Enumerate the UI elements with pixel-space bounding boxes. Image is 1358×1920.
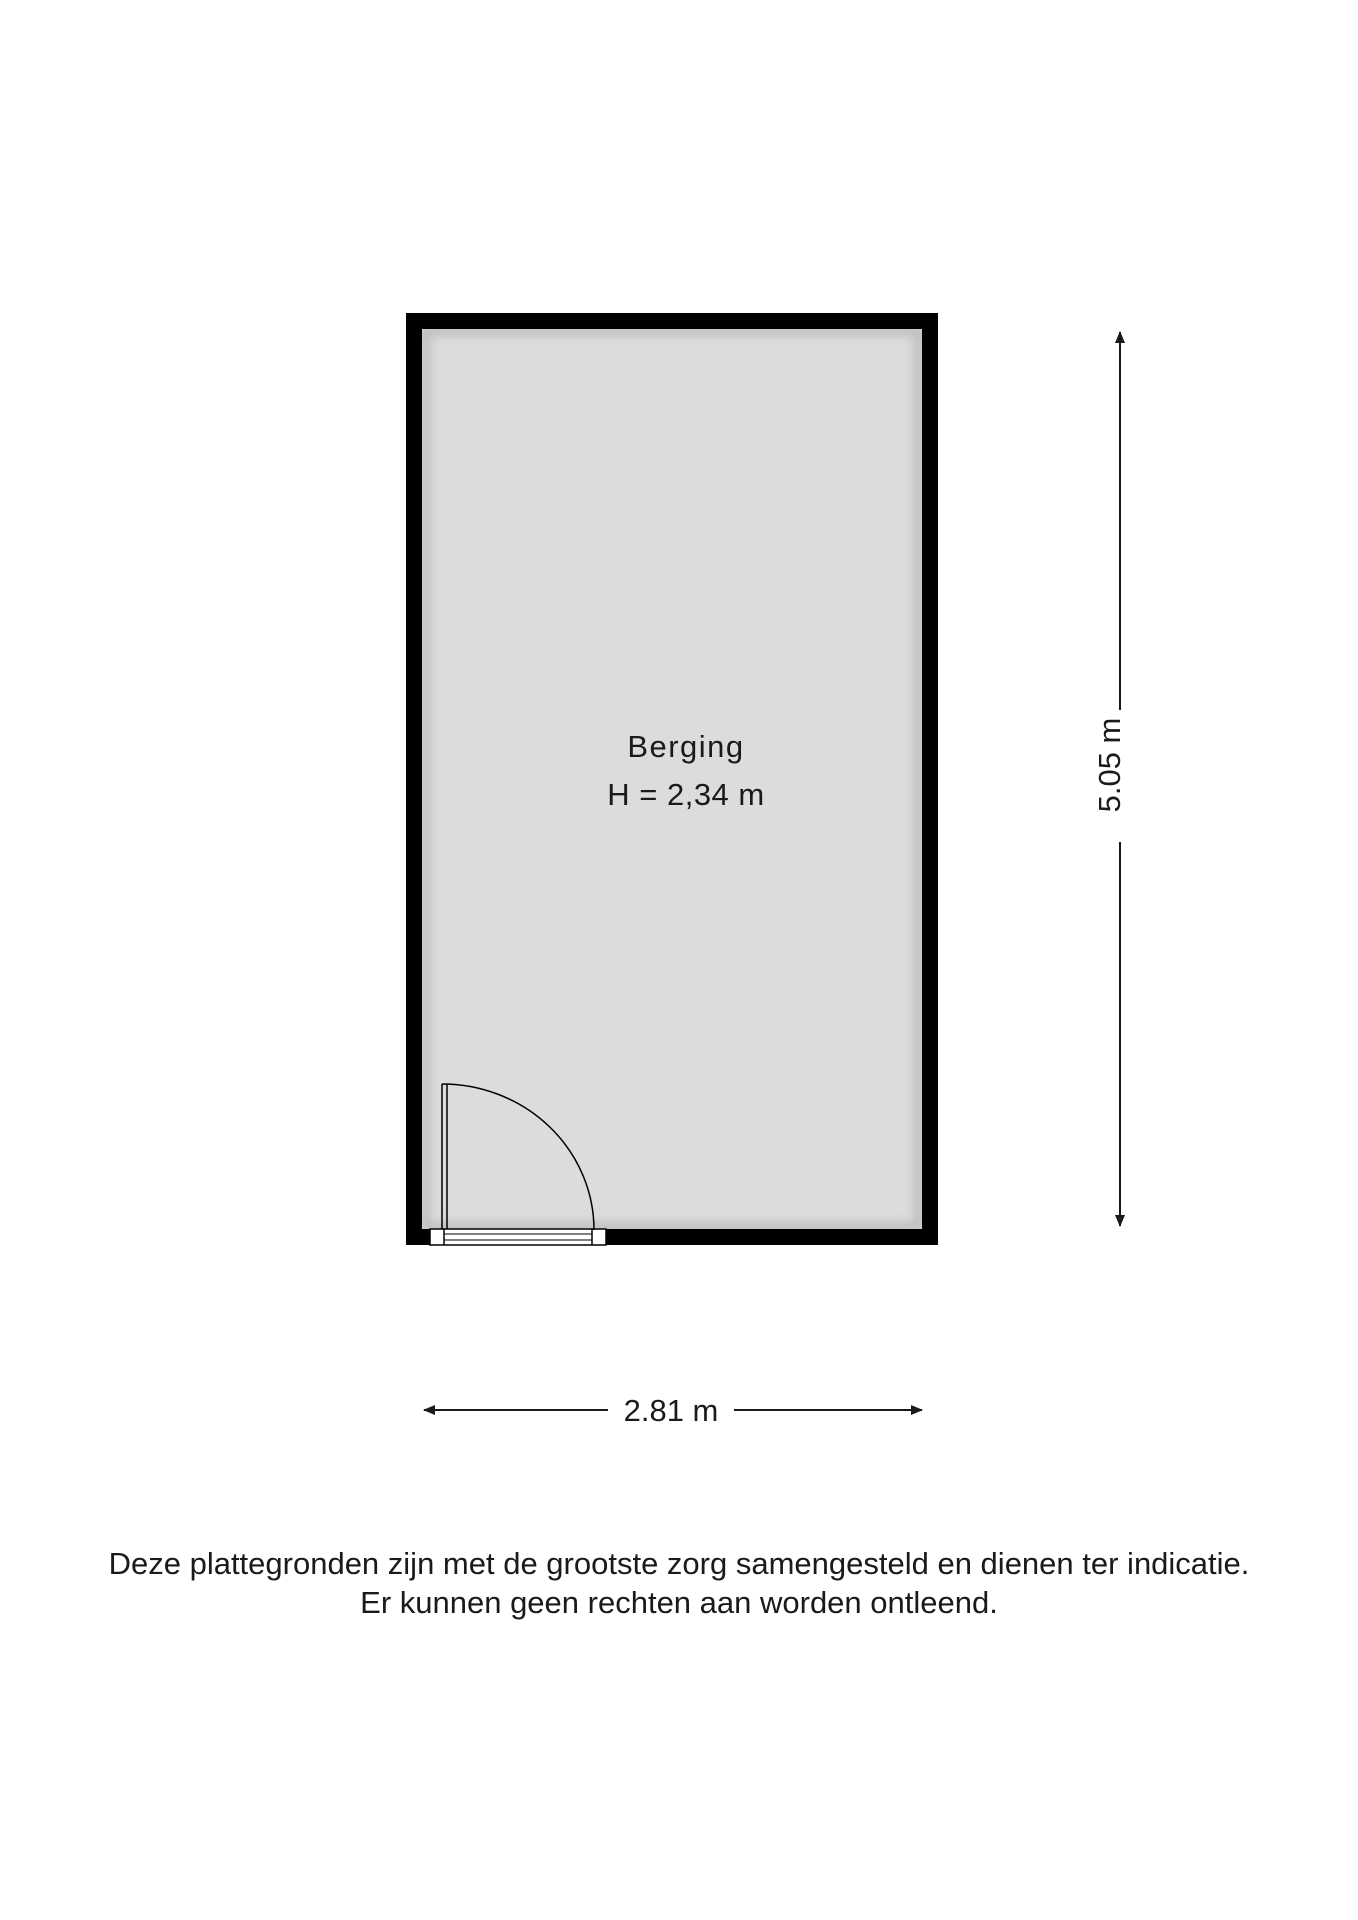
depth-dimension <box>1092 332 1127 1226</box>
wall-top <box>406 313 938 329</box>
width-dimension <box>424 1393 922 1428</box>
room-name: Berging <box>627 729 745 764</box>
width-label: 2.81 m <box>623 1393 719 1428</box>
door-threshold <box>430 1229 606 1245</box>
depth-label: 5.05 m <box>1092 717 1127 813</box>
wall-right <box>922 313 938 1245</box>
wall-bottom-left <box>406 1229 430 1245</box>
disclaimer <box>0 1544 1358 1622</box>
disclaimer-line-2: Er kunnen geen rechten aan worden ontleend. <box>360 1585 998 1620</box>
wall-bottom-right <box>606 1229 938 1245</box>
wall-left <box>406 313 422 1245</box>
room-height: H = 2,34 m <box>607 777 765 812</box>
disclaimer-line-1: Deze plattegronden zijn met de grootste zorg samengesteld en dienen ter indicatie. <box>108 1546 1250 1581</box>
